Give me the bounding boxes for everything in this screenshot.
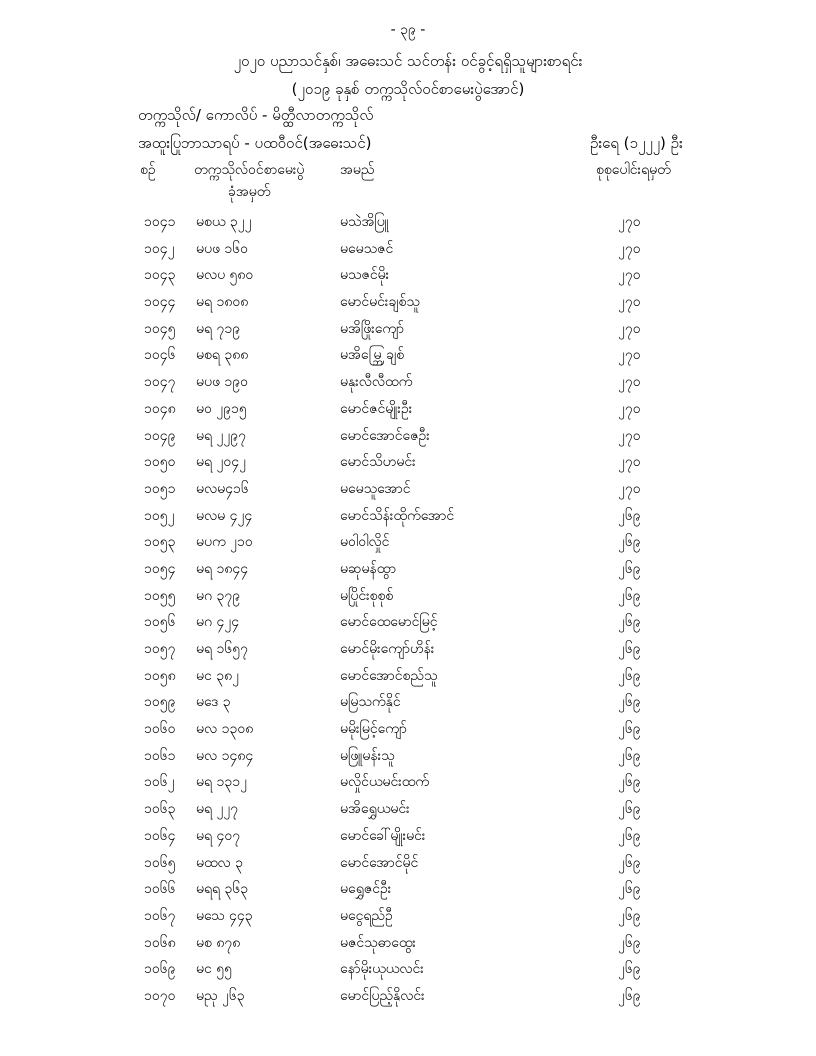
row-number: ၁၀၄၂	[144, 240, 175, 257]
roll-number: မရ ၂၀၄၂	[196, 454, 246, 471]
total-count: ဦးရေ (၁၂၂၂) ဦး	[590, 134, 683, 152]
table-row	[0, 742, 816, 769]
results-table	[0, 208, 816, 1009]
table-row	[0, 528, 816, 555]
total-marks: ၂၆၉	[618, 560, 641, 577]
total-marks: ၂၇၀	[618, 400, 641, 417]
student-name: မမေသူအောင်	[340, 480, 411, 497]
total-marks: ၂၆၉	[618, 907, 641, 924]
row-number: ၁၀၆၃	[144, 801, 176, 818]
student-name: မအိမ္ဘြေချစ်	[340, 347, 405, 364]
student-name: မရွှေဇင်ဦး	[340, 881, 392, 898]
roll-number: မလ ၁၄၈၄	[196, 747, 254, 764]
row-number: ၁၀၄၈	[144, 400, 176, 417]
total-marks: ၂၆၉	[618, 881, 641, 898]
table-row	[0, 288, 816, 315]
table-row	[0, 422, 816, 449]
row-number: ၁၀၅၆	[144, 614, 176, 631]
roll-number: မဒေ ၃	[196, 694, 231, 711]
total-marks: ၂၇၀	[618, 294, 641, 311]
row-number: ၁၀၅၅	[144, 587, 176, 604]
total-marks: ၂၆၉	[618, 801, 641, 818]
total-marks: ၂၆၉	[618, 534, 641, 551]
table-row	[0, 208, 816, 235]
student-name: မောင်သိန်းထိုက်အောင်	[340, 507, 455, 524]
roll-number: မလ ၁၃၀၈	[196, 721, 254, 738]
row-number: ၁၀၆၇	[144, 907, 176, 924]
specialization-line: အထူးပြုဘာသာရပ် - ပထဝီဝင်(အဓေးသင်)	[138, 134, 372, 152]
row-number: ၁၀၄၄	[144, 294, 176, 311]
header-no: စဉ်	[140, 162, 156, 178]
student-name: မပြိုင်းစုစုစ်	[340, 587, 394, 604]
table-row	[0, 235, 816, 262]
total-marks: ၂၆၉	[618, 721, 641, 738]
total-marks: ၂၆၉	[618, 854, 641, 871]
roll-number: မထလ ၃	[196, 854, 243, 871]
student-name: မောင်မိုးကျော်ဟိန်း	[340, 641, 435, 657]
student-name: မောင်ပြည့်နိုလင်း	[340, 987, 425, 1004]
total-marks: ၂၇၀	[618, 214, 641, 230]
row-number: ၁၀၅၉	[144, 694, 176, 711]
table-row	[0, 902, 816, 929]
table-row	[0, 955, 816, 982]
student-name: မဆုမန်ထွာ	[340, 560, 397, 577]
roll-number: မင ၃၈၂	[196, 667, 239, 684]
roll-number: မရ ၁၈၀၈	[196, 294, 249, 311]
student-name: မဇင်သုဓာထွေး	[340, 934, 416, 951]
table-row	[0, 768, 816, 795]
row-number: ၁၀၅၂	[144, 507, 175, 524]
table-row	[0, 448, 816, 475]
roll-number: မရ ၂၂၇	[196, 801, 239, 818]
page-number: - ၃၉ -	[390, 22, 426, 38]
total-marks: ၂၆၉	[618, 614, 641, 631]
table-row	[0, 341, 816, 368]
row-number: ၁၀၅၁	[144, 480, 176, 497]
student-name: မသဲအိပြူ	[340, 214, 389, 230]
table-row	[0, 608, 816, 635]
roll-number: မရ ၄၀၇	[196, 827, 241, 844]
roll-number: မင ၅၅	[196, 961, 232, 978]
student-name: မမေသဇင်	[340, 240, 394, 257]
roll-number: မရ ၁၈၄၄	[196, 560, 249, 577]
total-marks: ၂၆၉	[618, 587, 641, 604]
total-marks: ၂၆၉	[618, 961, 641, 978]
table-row	[0, 315, 816, 342]
total-marks: ၂၆၉	[618, 507, 641, 524]
table-row	[0, 261, 816, 288]
student-name: မမိုးမြင့်ကျော်	[340, 721, 407, 738]
roll-number: မဂ ၃၇၉	[196, 587, 241, 604]
roll-number: မပဖ ၁၉၀	[196, 374, 249, 391]
student-name: မောင်အောင်စည်သူ	[340, 667, 438, 684]
student-name: မဝါဝါလှိုင်	[340, 534, 390, 551]
roll-number: မစ ၈၇၈	[196, 934, 241, 951]
row-number: ၁၀၅၈	[144, 667, 176, 684]
row-number: ၁၀၄၁	[144, 214, 176, 230]
roll-number: မပက ၂၁၀	[196, 534, 253, 551]
roll-number: မလမ ၄၂၄	[196, 507, 253, 524]
roll-number: မရ ၇၁၉	[196, 320, 241, 337]
table-row	[0, 822, 816, 849]
row-number: ၁၀၅၇	[144, 641, 176, 657]
roll-number: မရရ ၃၆၃	[196, 881, 249, 898]
total-marks: ၂၆၉	[618, 827, 641, 844]
row-number: ၁၀၆၁	[144, 747, 176, 764]
row-number: ၁၀၄၉	[144, 427, 176, 444]
row-number: ၁၀၆၉	[144, 961, 176, 978]
roll-number: မရ ၂၂၉၇	[196, 427, 246, 444]
roll-number: မလမ၄၁၆	[196, 480, 249, 497]
total-marks: ၂၆၉	[618, 694, 641, 711]
student-name: မောင်သိဟမင်း	[340, 454, 416, 471]
total-marks: ၂၆၉	[618, 641, 641, 657]
table-row	[0, 982, 816, 1009]
row-number: ၁၀၅၄	[144, 560, 176, 577]
row-number: ၁၀၅၃	[144, 534, 176, 551]
header-marks: စုစုပေါင်းရမှတ်	[596, 162, 671, 178]
row-number: ၁၀၆၅	[144, 854, 176, 871]
header-roll: တက္ကသိုလ်ဝင်စာမေးပွဲ	[194, 162, 305, 178]
student-name: မောင်အောင်ဇေဦး	[340, 427, 430, 444]
roll-number: မညု ၂၆၃	[196, 987, 245, 1004]
total-marks: ၂၇၀	[618, 267, 641, 284]
student-name: မငွေရည်ဦ	[340, 907, 393, 924]
total-marks: ၂၆၉	[618, 934, 641, 951]
total-marks: ၂၇၀	[618, 374, 641, 391]
student-name: မဖြူမန်းသူ	[340, 747, 395, 764]
table-row	[0, 875, 816, 902]
total-marks: ၂၆၉	[618, 987, 641, 1004]
header-name: အမည်	[340, 162, 375, 178]
table-row	[0, 929, 816, 956]
table-row	[0, 582, 816, 609]
row-number: ၁၀၄၃	[144, 267, 176, 284]
table-row	[0, 555, 816, 582]
roll-number: မလပ ၅၈၀	[196, 267, 254, 284]
table-row	[0, 502, 816, 529]
roll-number: မစရ ၃၈၈	[196, 347, 249, 364]
row-number: ၁၀၄၇	[144, 374, 176, 391]
row-number: ၁၀၄၆	[144, 347, 176, 364]
table-row	[0, 368, 816, 395]
roll-number: မဂ ၄၂၄	[196, 614, 240, 631]
total-marks: ၂၆၉	[618, 667, 641, 684]
student-name: နော်မိုးယုယလင်း	[340, 961, 424, 978]
roll-number: မစယ ၃၂၂	[196, 214, 252, 230]
table-row	[0, 715, 816, 742]
total-marks: ၂၇၀	[618, 347, 641, 364]
document-title: ၂၀၂၀ ပညာသင်နှစ်၊ အဓေးသင် သင်တန်း ဝင်ခွင့်ရရှိသူများစာရင်း	[233, 52, 583, 70]
student-name: မနုးလီလီထက်	[340, 374, 413, 391]
student-name: မောင်ခေါ်မျိုးမင်း	[340, 827, 426, 844]
total-marks: ၂၇၀	[618, 480, 641, 497]
row-number: ၁၀၇၀	[144, 987, 176, 1004]
student-name: မောင်အောင်မိုင်	[340, 854, 419, 871]
row-number: ၁၀၆၀	[144, 721, 176, 738]
row-number: ၁၀၅၀	[144, 454, 176, 471]
total-marks: ၂၆၉	[618, 774, 641, 791]
row-number: ၁၀၆၈	[144, 934, 176, 951]
row-number: ၁၀၄၅	[144, 320, 176, 337]
table-row	[0, 635, 816, 662]
total-marks: ၂၇၀	[618, 320, 641, 337]
student-name: မလှိုင်ယမင်းထက်	[340, 774, 430, 791]
table-row	[0, 475, 816, 502]
roll-number: မရ ၁၃၁၂	[196, 774, 247, 791]
total-marks: ၂၇၀	[618, 454, 641, 471]
roll-number: မရ ၁၆၅၇	[196, 641, 248, 657]
row-number: ၁၀၆၂	[144, 774, 175, 791]
student-name: မောင်ဇင်မျိုးဦး	[340, 400, 413, 417]
header-roll-line2: ခုံအမှတ်	[228, 184, 271, 200]
roll-number: မပဖ ၁၆၀	[196, 240, 249, 257]
document-subtitle: (၂၀၁၉ ခုနှစ် တက္ကသိုလ်ဝင်စာမေးပွဲအောင်)	[291, 80, 525, 98]
student-name: မမြသက်နိုင်	[340, 694, 401, 711]
table-row	[0, 688, 816, 715]
table-row	[0, 662, 816, 689]
university-line: တက္ကသိုလ်/ ကောလိပ် - မိတ္ထီလာတက္ကသိုလ်	[138, 106, 374, 124]
roll-number: မသေ ၄၄၃	[196, 907, 253, 924]
roll-number: မဝ ၂၉၁၅	[196, 400, 247, 417]
student-name: မအိရွှေယမင်း	[340, 801, 410, 818]
total-marks: ၂၇၀	[618, 240, 641, 257]
total-marks: ၂၆၉	[618, 747, 641, 764]
total-marks: ၂၇၀	[618, 427, 641, 444]
table-row	[0, 395, 816, 422]
student-name: မသဇင်မိုး	[340, 267, 390, 284]
table-row	[0, 849, 816, 876]
student-name: မအိဖြိုးကျော်	[340, 320, 405, 337]
row-number: ၁၀၆၆	[144, 881, 176, 898]
student-name: မောင်ထေမောင်မြင့်	[340, 614, 438, 631]
row-number: ၁၀၆၄	[144, 827, 176, 844]
table-row	[0, 795, 816, 822]
student-name: မောင်မင်းချစ်သူ	[340, 294, 420, 311]
